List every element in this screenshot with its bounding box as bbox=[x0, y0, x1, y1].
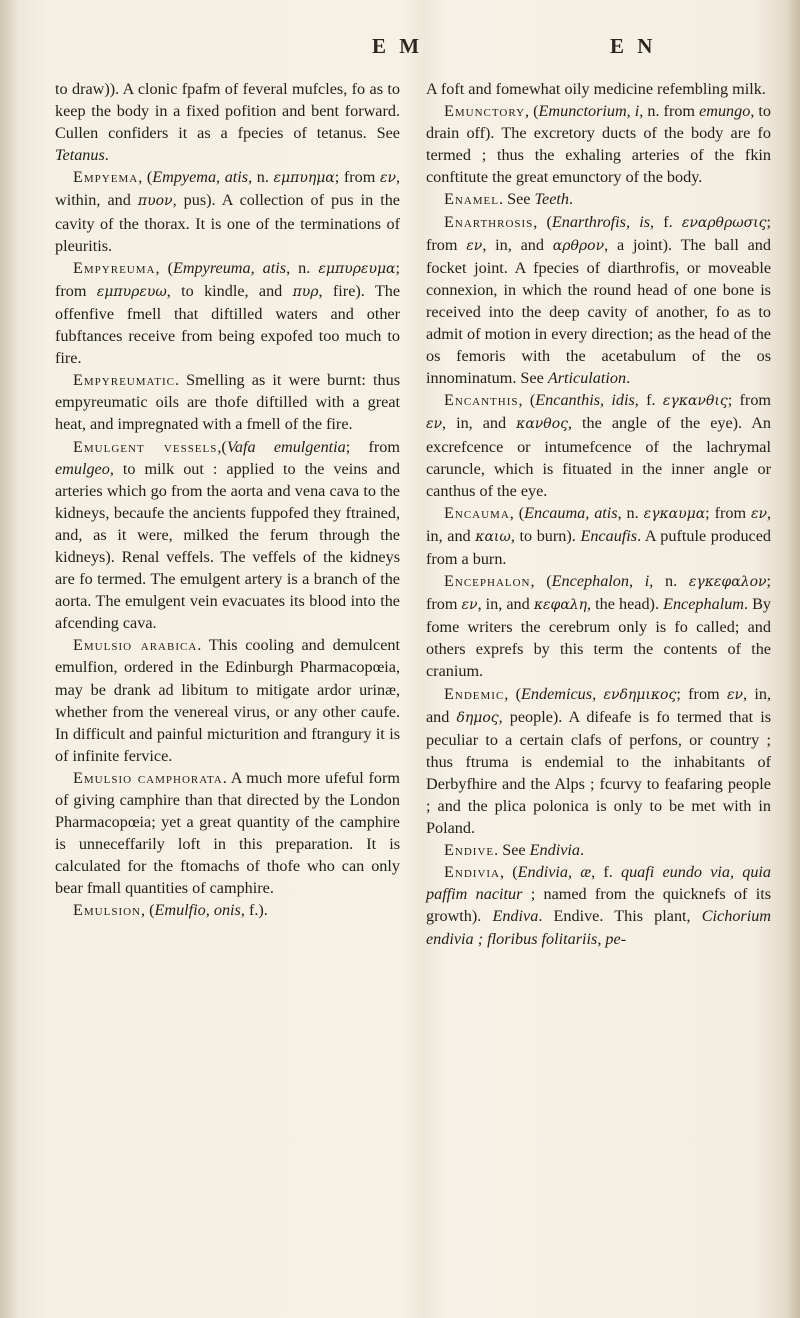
entry-headword: Enamel bbox=[444, 190, 499, 209]
italic-term: Empyreuma, atis bbox=[172, 258, 287, 277]
greek-etymon: αρθρον bbox=[552, 237, 605, 254]
entry-text: , in, and bbox=[442, 414, 517, 433]
italic-term: Encephalum bbox=[663, 595, 744, 614]
entry-emulgent-vessels bbox=[55, 436, 400, 635]
italic-term: Tetanus bbox=[55, 146, 105, 165]
italic-term: Encanthis, idis bbox=[535, 391, 635, 410]
entry-headword: Endive bbox=[444, 841, 495, 860]
entry-text: , the head). bbox=[587, 595, 664, 614]
entry-text: ,( bbox=[217, 437, 227, 456]
entry-headword: Emulsion bbox=[73, 901, 142, 920]
italic-term: Encephalon, i bbox=[551, 572, 650, 591]
entry-text: . By fome writers the cerebrum only is fo called; and others exprefs by this term the contents of the cranium. bbox=[426, 595, 771, 681]
entry-empyreuma bbox=[55, 257, 400, 369]
entry-text: , fire). The offenfive fmell that diftilled waters and other fubftances receive from being expofed too much to fire. bbox=[55, 281, 401, 368]
entry-text: , ( bbox=[509, 503, 525, 522]
italic-term: Endivia, æ bbox=[517, 863, 592, 882]
italic-term: Encauma, atis bbox=[524, 503, 618, 522]
italic-term: Encaufis bbox=[580, 526, 638, 545]
entry-headword: Enarthrosis bbox=[444, 212, 534, 231]
entry-text: to draw)). A clonic fpafm of feveral mufcles, fo as to keep the body in a fixed pofition and bent forward. Cullen confiders it as a fpecies of tetanus. See bbox=[55, 80, 400, 143]
entry-text: , in, and bbox=[482, 235, 553, 254]
entry-text: , ( bbox=[141, 901, 155, 920]
greek-etymon: εγκανθις bbox=[662, 393, 728, 410]
page-edge bbox=[786, 0, 800, 1318]
entry-headword: Empyema bbox=[73, 168, 139, 187]
entry-text: , n. bbox=[286, 258, 319, 277]
entry-text: ; from bbox=[705, 503, 751, 522]
entry-text: , ( bbox=[155, 258, 173, 277]
italic-term: Vafa emulgentia bbox=[226, 437, 346, 456]
entry-text: , the angle of the eye). An excrefcence or intumefcence of the lachrymal caruncle, which is fituated in the inner angle or canthus of the eye. bbox=[426, 414, 771, 500]
entry-text: A foft and fomewhat oily medicine refembling milk. bbox=[426, 80, 766, 98]
entry-text: , n. from bbox=[639, 102, 700, 121]
italic-term: Emunctorium, i bbox=[538, 102, 640, 121]
entry-text: ; from bbox=[676, 684, 727, 703]
entry-text: , ( bbox=[500, 863, 518, 882]
entry-endemic bbox=[426, 683, 771, 840]
entry-text: . This cooling and demulcent emulfion, ordered in the Edinburgh Pharmacopœia, may be drank ad libitum to mitigate ardor urinæ, whether from the venereal virus, or any other caufe. In difficult and painful micturition and ftrangury it is of infinite fervice. bbox=[55, 636, 401, 765]
greek-etymon: κανθος bbox=[516, 416, 568, 433]
entry-text: , n. bbox=[617, 503, 644, 522]
entry-text: , to drain off). The excretory ducts of the body are fo termed ; thus the exhaling arteries of the fkin conftitute the great emunctory of the body. bbox=[426, 102, 772, 187]
left-column bbox=[55, 78, 400, 922]
entry-empyreumatic bbox=[55, 369, 400, 435]
entry-paragraph bbox=[55, 78, 400, 166]
entry-text: . bbox=[104, 146, 109, 165]
entry-headword: Encauma bbox=[444, 503, 510, 522]
italic-term: Teeth bbox=[534, 190, 569, 209]
entry-text: . bbox=[569, 190, 574, 209]
entry-headword: Endivia bbox=[444, 863, 500, 882]
greek-etymon: πυον bbox=[137, 193, 173, 210]
entry-text: . See bbox=[494, 841, 530, 860]
italic-term: emulgeo bbox=[55, 459, 110, 478]
entry-text: , n. bbox=[649, 572, 689, 591]
entry-text: ; from bbox=[55, 258, 401, 300]
entry-text: . bbox=[579, 841, 585, 860]
entry-text: , to burn). bbox=[510, 526, 581, 545]
entry-text: ; from bbox=[345, 437, 400, 456]
entry-headword: Encephalon bbox=[444, 572, 531, 591]
entry-text: , people). A difeafe is fo termed that is peculiar to a certain clafs of perfons, or country ; thus ftruma is endemial to the inhabitants of Derbyfhire and the Alps ; fcurvy to feafaring people ; and the plica polonica is only to be met with in Poland. bbox=[426, 707, 771, 838]
greek-etymon: εμπυρευω bbox=[96, 283, 167, 300]
entry-paragraph bbox=[426, 78, 771, 100]
entry-text: ; named from the quicknefs of its growth). bbox=[426, 885, 771, 926]
entry-text: . Smelling as it were burnt: thus empyreumatic oils are thofe diftilled with a great heat, and impregnated with a fmell of the fire. bbox=[55, 371, 400, 434]
italic-term: Articulation bbox=[547, 369, 627, 388]
page-gutter-shadow bbox=[0, 0, 18, 1318]
italic-term: Endemicus bbox=[521, 684, 593, 703]
entry-headword: Endemic bbox=[444, 684, 505, 703]
entry-enamel bbox=[426, 188, 771, 210]
entry-text: , in, and bbox=[426, 503, 772, 545]
entry-emulsio-camphorata bbox=[55, 767, 400, 900]
entry-headword: Empyreuma bbox=[73, 258, 156, 277]
greek-etymon: εν bbox=[379, 170, 396, 187]
entry-text: ; from bbox=[426, 212, 772, 254]
entry-text: , f. bbox=[591, 863, 621, 882]
entry-headword: Emunctory bbox=[444, 102, 526, 121]
running-head-left: E M bbox=[372, 34, 424, 58]
entry-text: . See bbox=[499, 190, 535, 209]
entry-empyema bbox=[55, 166, 400, 256]
italic-term: Cichorium endivia ; floribus folitariis, pe- bbox=[426, 907, 771, 948]
entry-encanthis bbox=[426, 389, 771, 501]
entry-text: , n. bbox=[248, 168, 274, 187]
entry-text: , pus). A collection of pus in the cavity of the thorax. It is one of the terminations of pleuritis. bbox=[55, 191, 400, 255]
entry-headword: Emulsio camphorata bbox=[73, 768, 223, 787]
italic-term: emungo bbox=[699, 102, 751, 121]
greek-etymon: εναρθρωσις bbox=[681, 214, 767, 231]
entry-text: . bbox=[626, 369, 631, 388]
entry-emulsio-arabica bbox=[55, 634, 400, 767]
entry-text: . A puftule produced from a burn. bbox=[426, 526, 771, 568]
entry-text: , bbox=[592, 684, 604, 703]
entry-text: , f. bbox=[634, 391, 663, 410]
greek-etymon: εγκαυμα bbox=[643, 505, 706, 522]
entry-text: , f.). bbox=[240, 901, 268, 920]
entry-text: , ( bbox=[533, 212, 552, 231]
entry-text: ; from bbox=[727, 391, 772, 410]
right-column bbox=[426, 78, 771, 950]
entry-emunctory bbox=[426, 100, 771, 188]
italic-term: Endiva bbox=[492, 907, 539, 926]
greek-etymon: καιω bbox=[475, 528, 511, 545]
greek-etymon: εν bbox=[426, 416, 443, 433]
greek-etymon: πυρ bbox=[292, 283, 319, 300]
italic-term: Endivia bbox=[529, 841, 580, 860]
entry-text: , within, and bbox=[55, 168, 401, 210]
entry-text: , ( bbox=[530, 572, 552, 591]
greek-etymon: εγκεφαλον bbox=[688, 574, 767, 591]
greek-etymon: εμπυημα bbox=[273, 170, 335, 187]
greek-etymon: εν bbox=[461, 597, 478, 614]
entry-emulsion bbox=[55, 899, 400, 921]
entry-headword: Empyreumatic bbox=[73, 371, 175, 390]
entry-text: , to kindle, and bbox=[166, 281, 293, 300]
entry-headword: Encanthis bbox=[444, 391, 519, 410]
greek-etymon: εν bbox=[466, 237, 483, 254]
greek-etymon: εν bbox=[750, 505, 767, 522]
entry-text: , ( bbox=[518, 391, 536, 410]
entry-encauma bbox=[426, 502, 771, 570]
entry-text: , f. bbox=[650, 212, 682, 231]
italic-term: Emulfio, onis bbox=[154, 901, 241, 920]
entry-text: , ( bbox=[504, 684, 522, 703]
running-head-right: E N bbox=[610, 34, 657, 58]
entry-text: , to milk out : applied to the veins and arteries which go from the aorta and vena cava to the kidneys, becaufe the ancients fuppofed they ftrained, and, as it were, milked the ferum through the kidneys). Renal veffels. The veffels of the kidneys are fo termed. The emulgent artery is a branch of the aorta. The emulgent vein evacuates its blood into the afcending cava. bbox=[55, 459, 400, 633]
entry-text: . A much more ufeful form of giving camphire than that directed by the London Pharmacopœia; yet a great quantity of the camphire is unneceffarily loft in this preparation. It is calculated for the ftomachs of thofe who can only bear fmall quantities of camphire. bbox=[55, 768, 401, 898]
greek-etymon: εν bbox=[726, 686, 743, 703]
italic-term: Enarthrofis, is bbox=[551, 212, 650, 231]
entry-text: , in, and bbox=[426, 684, 772, 726]
entry-text: ; from bbox=[334, 168, 380, 187]
entry-text: ; from bbox=[426, 572, 772, 614]
entry-enarthrosis bbox=[426, 211, 771, 390]
italic-term: quafi eundo via, quia paffim nacitur bbox=[426, 863, 772, 904]
greek-etymon: κεφαλη bbox=[533, 597, 588, 614]
entry-headword: Emulsio arabica bbox=[73, 636, 198, 655]
greek-etymon: ενδημικος bbox=[603, 686, 677, 703]
greek-etymon: εμπυρευμα bbox=[318, 260, 396, 277]
entry-endivia bbox=[426, 861, 771, 949]
entry-text: , ( bbox=[525, 102, 539, 121]
entry-text: , in, and bbox=[477, 595, 534, 614]
entry-text: , a joint). The ball and focket joint. A fpecies of diarthrofis, or moveable connexion, in which the round head of one bone is received into the deep cavity of another, fo as to admit of motion in every direction; as the head of the os femoris with the acetabulum of the os innominatum. See bbox=[426, 235, 771, 388]
entry-text: . Endive. This plant, bbox=[538, 907, 702, 926]
entry-endive bbox=[426, 839, 771, 861]
greek-etymon: δημος bbox=[456, 709, 499, 726]
italic-term: Empyema, atis bbox=[152, 168, 249, 187]
entry-encephalon bbox=[426, 570, 771, 682]
entry-headword: Emulgent vessels bbox=[73, 437, 218, 456]
entry-text: , ( bbox=[138, 168, 153, 187]
